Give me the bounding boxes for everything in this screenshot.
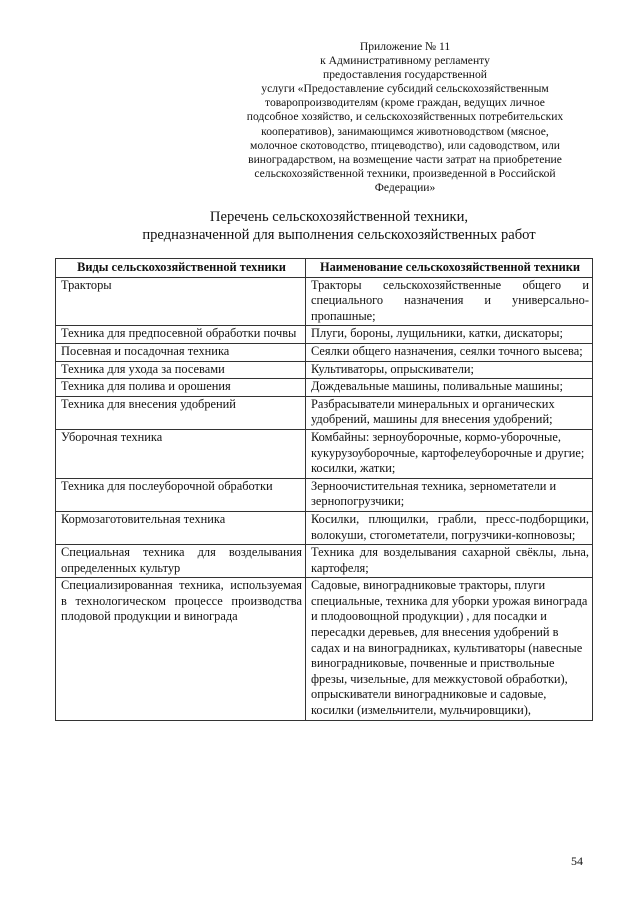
table-row [56, 343, 593, 361]
table-row [56, 578, 593, 720]
machinery-names-cell [306, 277, 593, 326]
document-title [100, 208, 578, 244]
machinery-type-cell [56, 361, 306, 379]
machinery-type-cell [56, 511, 306, 544]
table-row [56, 511, 593, 544]
appendix-line: услуги «Предоставление субсидий сельскохозяйственным [261, 82, 549, 96]
page-number: 54 [571, 854, 583, 868]
table-row [56, 277, 593, 326]
machinery-names-cell [306, 361, 593, 379]
appendix-line: товаропроизводителям (кроме граждан, ведущих личное [265, 96, 545, 110]
machinery-type-cell [56, 545, 306, 578]
machinery-names-cell [306, 326, 593, 344]
appendix-line: подсобное хозяйство, и сельскохозяйственных потребительских [246, 110, 564, 124]
title-line: предназначенной для выполнения сельскохозяйственных работ [142, 227, 536, 243]
title-line: Перечень сельскохозяйственной техники, [209, 209, 469, 225]
machinery-type-text: Техника для внесения удобрений [61, 396, 236, 411]
table-header-row [56, 259, 593, 278]
machinery-type-cell [56, 326, 306, 344]
machinery-names-text: Тракторы сельскохозяйственные общего и специального назначения и универсально-пропашные; [311, 277, 589, 323]
machinery-names-text: Культиваторы, опрыскиватели; [311, 361, 474, 376]
table-row [56, 326, 593, 344]
machinery-names-text: Сеялки общего назначения, сеялки точного высева; [311, 343, 583, 358]
machinery-names-cell [306, 511, 593, 544]
machinery-names-cell [306, 429, 593, 478]
machinery-type-text: Посевная и посадочная техника [61, 343, 230, 358]
machinery-names-cell [306, 478, 593, 511]
table-row [56, 396, 593, 429]
machinery-type-cell [56, 478, 306, 511]
appendix-line: Федерации» [374, 180, 436, 194]
machinery-names-cell [306, 545, 593, 578]
machinery-type-text: Специальная техника для возделывания определенных культур [61, 545, 302, 575]
machinery-type-text: Уборочная техника [61, 429, 163, 444]
appendix-header [215, 40, 595, 195]
machinery-type-cell [56, 429, 306, 478]
machinery-type-text: Техника для послеуборочной обработки [61, 478, 273, 493]
table-row [56, 429, 593, 478]
machinery-type-cell [56, 379, 306, 397]
appendix-line: к Административному регламенту [320, 54, 490, 68]
appendix-line: Приложение № 11 [359, 40, 451, 53]
machinery-names-text: Плуги, бороны, лущильники, катки, дискаторы; [311, 326, 563, 341]
machinery-type-text: Техника для предпосевной обработки почвы [61, 326, 297, 341]
appendix-line: виноградарством, на возмещение части затрат на приобретение [248, 152, 562, 166]
machinery-type-cell [56, 396, 306, 429]
machinery-type-cell [56, 343, 306, 361]
table-row [56, 545, 593, 578]
machinery-type-text: Техника для ухода за посевами [61, 361, 225, 376]
machinery-names-cell [306, 578, 593, 720]
machinery-type-text: Кормозаготовительная техника [61, 511, 226, 526]
machinery-names-text: Косилки, плющилки, грабли, пресс-подборщики, волокуши, стогометатели, погрузчики-копновозы; [311, 511, 589, 542]
machinery-type-cell [56, 578, 306, 720]
machinery-names-text: Техника для возделывания сахарной свёклы, льна, картофеля; [311, 545, 589, 575]
machinery-names-text: Разбрасыватели минеральных и органических удобрений, машины для внесения удобрений; [311, 396, 555, 427]
machinery-names-text: Зерноочистительная техника, зернометатели и зернопогрузчики; [311, 478, 557, 509]
machinery-names-cell [306, 343, 593, 361]
table-row [56, 361, 593, 379]
column-header-type: Виды сельскохозяйственной техники [56, 259, 306, 278]
machinery-table [55, 258, 593, 721]
appendix-line: кооперативов), занимающимся животноводством (мясное, [261, 124, 549, 138]
table-row [56, 478, 593, 511]
machinery-type-cell [56, 277, 306, 326]
machinery-type-text: Техника для полива и орошения [61, 379, 231, 394]
machinery-type-text: Тракторы [61, 277, 112, 292]
machinery-names-text: Комбайны: зерноуборочные, кормо-уборочные, кукурузоуборочные, картофелеуборочные и другие; [311, 429, 585, 460]
machinery-names-text: Садовые, виноградниковые тракторы, плуги специальные, техника для уборки урожая винограда и плодоовощной продукции) , для посадки и пересадки деревьев, для внесения удобрений в садах и на виноградниках, культиваторы (навесные виноградниковые, почвенные и приствольные фрезы, чизельные, для межкустовой обработки), опрыскиватели виноградниковые и садовые, косилки (измельчители, мульчировщики), [311, 578, 588, 718]
machinery-type-text: Специализированная техника, используемая в технологическом процессе производства плодовой продукции и винограда [61, 578, 302, 624]
appendix-line: предоставления государственной [323, 68, 487, 82]
machinery-names-text: Дождевальные машины, поливальные машины; [311, 379, 563, 394]
table-body [56, 277, 593, 720]
machinery-names-cell [306, 396, 593, 429]
table-row [56, 379, 593, 397]
machinery-names-text: косилки, жатки; [311, 461, 396, 476]
appendix-line: молочное скотоводство, птицеводство), или садоводством, или [250, 138, 560, 152]
machinery-names-cell [306, 379, 593, 397]
appendix-line: сельскохозяйственной техники, произведенной в Российской [254, 166, 556, 180]
column-header-names: Наименование сельскохозяйственной техники [306, 259, 593, 278]
